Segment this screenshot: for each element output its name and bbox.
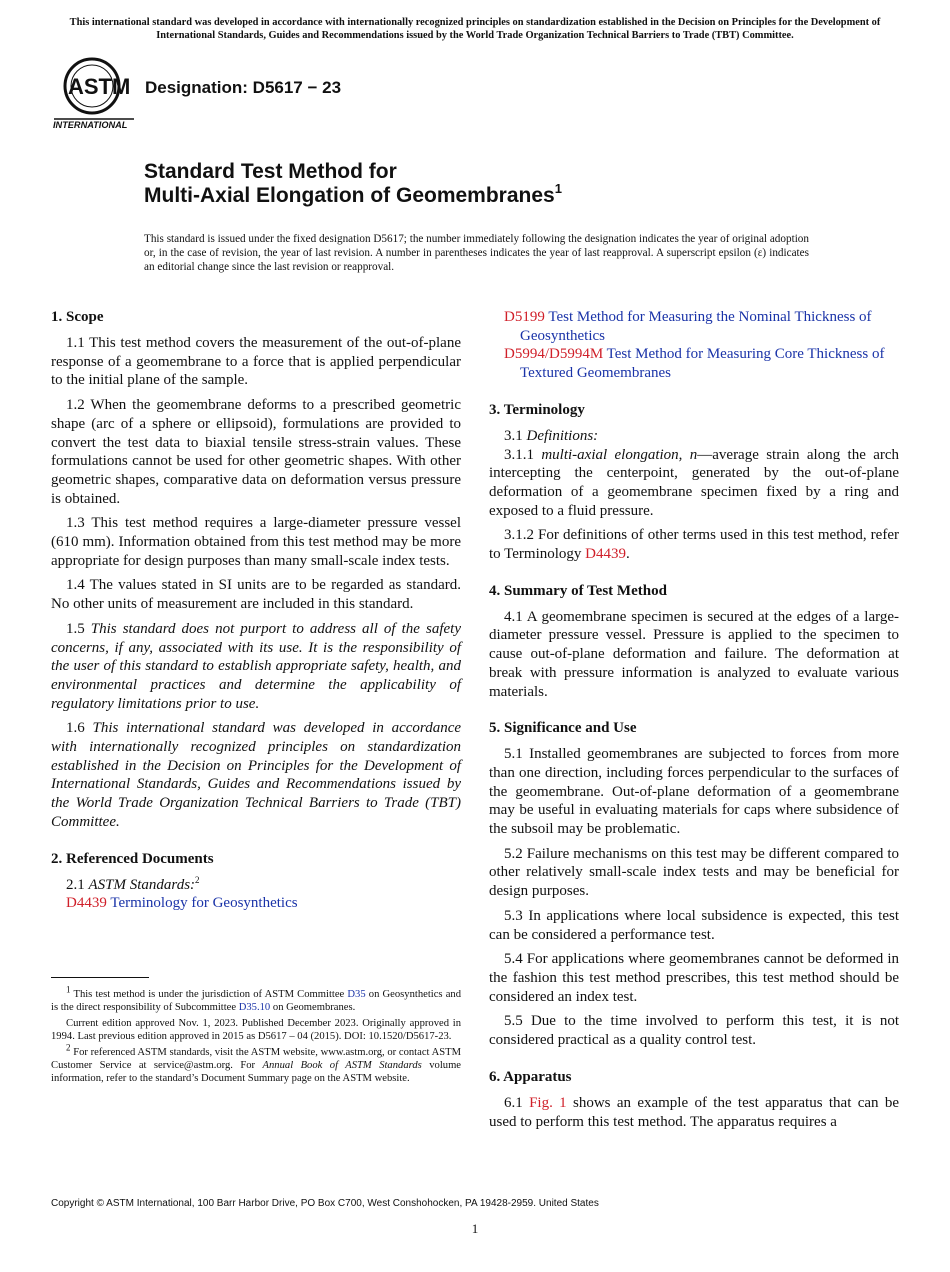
para-number: 2.1 [66, 876, 85, 893]
committee-link[interactable]: D35 [347, 989, 366, 1000]
subheading: Definitions: [526, 427, 599, 444]
astm-logo-icon [52, 54, 136, 132]
paragraph-text: shows an example of the test apparatus that can be used to perform this test method. The apparatus requires a [489, 1094, 900, 1130]
reference-title[interactable]: Test Method for Measuring the Nominal Thickness of Geosynthetics [520, 309, 872, 344]
defined-term: multi-axial elongation, n [541, 446, 698, 463]
paragraph [489, 446, 899, 521]
section-heading: 1. Scope [51, 309, 104, 325]
reference-item[interactable] [504, 345, 899, 382]
page-number: 1 [471, 1221, 479, 1236]
left-column [51, 308, 461, 931]
reference-title[interactable]: Terminology for Geosynthetics [110, 895, 298, 912]
footnote-2 [51, 1042, 462, 1086]
section-summary [489, 582, 899, 702]
punctuation: . [626, 546, 630, 563]
footnote-marker[interactable]: 2 [195, 874, 200, 885]
paragraph: 5.4 For applications where geomembranes cannot be deformed in the fashion this test method prescribes, this test method should be considered an index test. [489, 951, 899, 1005]
title-line-1: Standard Test Method for [144, 160, 397, 183]
designation: Designation: D5617 − 23 [145, 78, 342, 97]
right-column [489, 308, 899, 1149]
paragraph: 5.2 Failure mechanisms on this test may be different compared to other relatively small-scale index tests and may be beneficial for design purposes. [489, 845, 899, 900]
title-line-2: Multi-Axial Elongation of Geomembranes [144, 184, 555, 207]
issued-note: This standard is issued under the fixed designation D5617; the number immediately following the designation indicates the year of original adoption or, in the case of revision, the year of last revision. A number in parentheses indicates the year of last reapproval. A superscript epsilon (ε) indicates an editorial change since the last revision or reapproval. [144, 233, 809, 274]
section-heading: 3. Terminology [489, 401, 585, 418]
section-significance [489, 719, 899, 1050]
paragraph [489, 1094, 899, 1131]
para-number: 1.6 [66, 720, 85, 737]
reference-link[interactable]: D4439 [585, 546, 627, 563]
paragraph: 1.4 The values stated in SI units are to be regarded as standard. No other units of measurement are included in this standard. [51, 577, 461, 613]
footnote-number: 2 [66, 1042, 71, 1053]
reference-code[interactable]: D5994/D5994M [504, 346, 604, 363]
footnote-text: For referenced ASTM standards, visit the ASTM website, www.astm.org, or contact ASTM Customer Service at service@astm.org. For [51, 1046, 462, 1072]
paragraph: 5.3 In applications where local subsidence is expected, this test can be considered a performance test. [489, 907, 899, 943]
title-footnote-marker[interactable]: 1 [554, 181, 562, 196]
subcommittee-link[interactable]: D35.10 [238, 1002, 271, 1014]
footnote-text: volume information, refer to the standard’s Document Summary page on the ASTM website. [51, 1060, 462, 1085]
reference-code[interactable]: D4439 [66, 895, 107, 912]
footnote-text: on Geosynthetics and is the direct responsibility of Subcommittee [51, 989, 461, 1014]
footnote-italic: Annual Book of ASTM Standards [262, 1060, 422, 1072]
paragraph [489, 526, 899, 563]
footnotes [51, 984, 462, 1088]
paragraph-text: 3.1.2 For definitions of other terms used in this test method, refer to Terminology [489, 527, 899, 563]
logo-mark: ASTM [68, 74, 131, 99]
document-title [144, 160, 562, 208]
reference-title[interactable]: Test Method for Measuring Core Thickness of Textured Geomembranes [520, 346, 885, 382]
copyright: Copyright © ASTM International, 100 Barr Harbor Drive, PO Box C700, West Conshohocken, PA 19428-2959. United States [51, 1198, 599, 1209]
paragraph: 5.1 Installed geomembranes are subjected to forces from more than one direction, including forces perpendicular to the surfaces of the geomembrane. Out-of-plane deformation of a geomembrane may be useful in evaluating materials for caps where subsidence of the subsoil may be problematic. [489, 746, 899, 838]
top-notice: This international standard was developed in accordance with internationally recognized principles on standardization established in the Decision on Principles for the Development of International Standards, Guides and Recommendations issued by the World Trade Organization Technical Barriers to Trade (TBT) Committee. [69, 17, 881, 41]
section-scope [51, 308, 461, 832]
reference-code[interactable]: D5199 [504, 309, 545, 325]
paragraph [51, 876, 461, 895]
paragraph: 1.3 This test method requires a large-diameter pressure vessel (610 mm). Information obtained from this test method may be more appropriate for design purposes than many small-scale index tests. [51, 515, 461, 569]
section-apparatus [489, 1068, 899, 1131]
para-number: 3.1 [504, 427, 523, 444]
footnote-text: This test method is under the jurisdiction of ASTM Committee [73, 989, 345, 1000]
section-heading: 5. Significance and Use [489, 720, 637, 737]
para-number: 6.1 [504, 1094, 523, 1111]
section-terminology [489, 401, 899, 564]
footnote-divider [51, 977, 149, 978]
footnote-number: 1 [66, 984, 71, 995]
section-heading: 2. Referenced Documents [51, 850, 214, 867]
paragraph [51, 620, 461, 714]
section-referenced-documents [51, 850, 461, 913]
reference-list-continued [489, 308, 899, 383]
paragraph [51, 719, 461, 831]
paragraph: 5.5 Due to the time involved to perform this test, it is not considered practical as a quality control test. [489, 1013, 899, 1049]
paragraph: 1.2 When the geomembrane deforms to a prescribed geometric shape (arc of a sphere or ellipsoid), formulations are provided to convert the test data to biaxial tensile stress-strain values. These formulations cannot be used for other geometric shapes. With other geometric shapes, comparative data on deformation versus pressure is obtained. [51, 397, 461, 507]
footnote-1 [51, 984, 461, 1015]
para-number: 3.1.1 [504, 446, 534, 463]
footnote-1-edition: Current edition approved Nov. 1, 2023. Published December 2023. Originally approved in 1994. Last previous edition approved in 2015 as D5617 – 04 (2015). DOI: 10.1520/D5617-23. [51, 1017, 461, 1043]
paragraph [489, 427, 899, 446]
reference-item[interactable] [66, 894, 461, 913]
figure-link[interactable]: Fig. 1 [529, 1094, 567, 1111]
paragraph: 4.1 A geomembrane specimen is secured at the edges of a large-diameter pressure vessel. Pressure is applied to the specimen to cause out-of-plane deformation and failure. The deformation at break with pressure information is analyzed to evaluate various materials. [489, 608, 899, 700]
wto-statement: This international standard was developed in accordance with internationally recognized principles on standardization established in the Decision on Principles for the Development of International Standards, Guides and Recommendations issued by the World Trade Organization Technical Barriers to Trade (TBT) Committee. [51, 720, 462, 830]
subheading: ASTM Standards: [88, 876, 196, 893]
reference-item[interactable] [504, 308, 899, 345]
logo-subtitle: INTERNATIONAL [53, 120, 128, 130]
definition-text: —average strain along the arch intercepting the centerpoint, generated by the out-of-plane deformation of a geomembrane specimen fixed by a ring and exposed to a fluid pressure. [489, 446, 900, 519]
section-heading: 6. Apparatus [489, 1068, 572, 1085]
safety-caveat: This standard does not purport to address all of the safety concerns, if any, associated with its use. It is the responsibility of the user of this standard to establish appropriate safety, health, and environmental practices and determine the applicability of regulatory limitations prior to use. [51, 620, 461, 712]
para-number: 1.5 [66, 620, 85, 637]
section-heading: 4. Summary of Test Method [489, 582, 667, 599]
astm-logo [52, 54, 136, 132]
footnote-text: on Geomembranes. [272, 1002, 356, 1014]
paragraph: 1.1 This test method covers the measurement of the out-of-plane response of a geomembrane to a force that is applied perpendicular to the initial plane of the sample. [51, 335, 461, 389]
